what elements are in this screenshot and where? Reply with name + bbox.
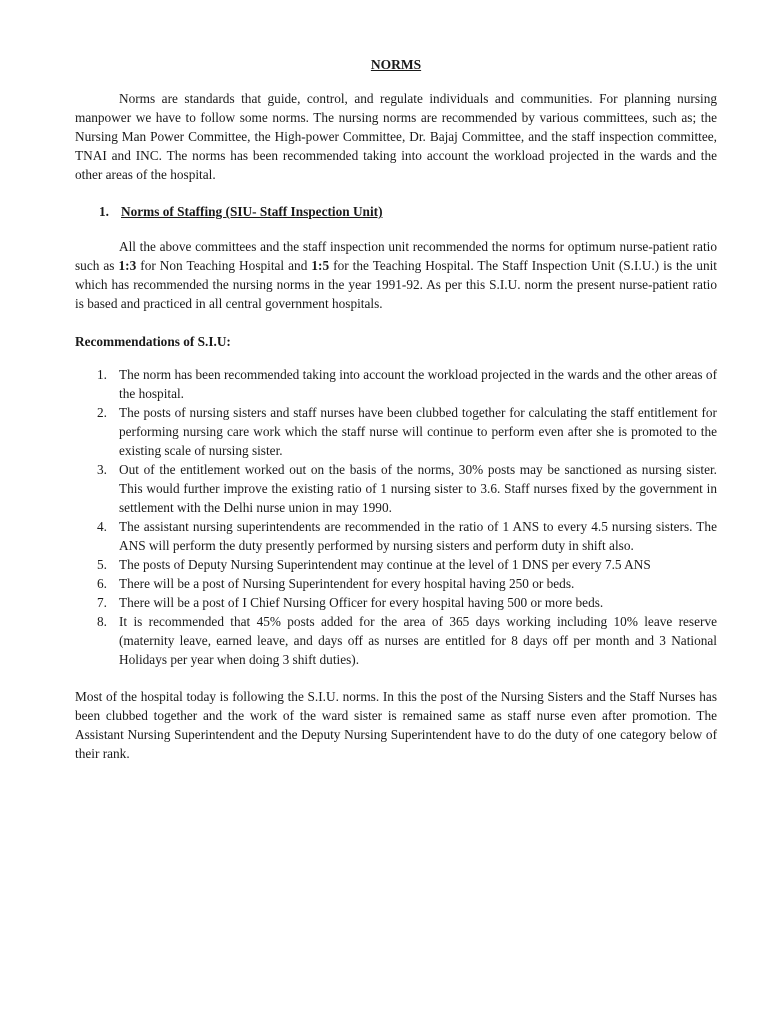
item-number: 7. — [97, 595, 107, 610]
item-text: It is recommended that 45% posts added for the area of 365 days working including 10% leave reserve (maternity leave, earned leave, and days off as nurses are entitled for 8 days off per month and 3 National Holidays per year when doing 3 shift duties). — [119, 614, 717, 667]
list-item — [75, 555, 717, 574]
item-number: 4. — [97, 519, 107, 534]
item-text: The posts of nursing sisters and staff nurses have been clubbed together for calculating the staff entitlement for performing nursing care work which the staff nurse will continue to perform even after she is promoted to the existing scale of nursing sister. — [119, 405, 717, 458]
staffing-text-part3: for the Teaching Hospital. The Staff Inspection Unit (S.I.U.) is the unit which has recommended the nursing norms in the year 1991-92. As per this S.I.U. norm the present nurse-patient ratio is based and practiced in all central government hospitals. — [75, 258, 717, 311]
item-text: There will be a post of Nursing Superintendent for every hospital having 250 or beds. — [119, 576, 575, 591]
item-text: Out of the entitlement worked out on the basis of the norms, 30% posts may be sanctioned as nursing sister. This would further improve the existing ratio of 1 nursing sister to 3.6. Staff nurses fixed by the government in settlement with the Delhi nurse union in may 1990. — [119, 462, 717, 515]
list-item — [75, 460, 717, 517]
item-number: 5. — [97, 557, 107, 572]
staffing-text-part2: for Non Teaching Hospital and — [136, 258, 312, 273]
closing-paragraph: Most of the hospital today is following the S.I.U. norms. In this the post of the Nursing Sisters and the Staff Nurses has been clubbed together and the work of the ward sister is remained same as staff nurse even after promotion. The Assistant Nursing Superintendent and the Deputy Nursing Superintendent have to do the duty of one category below of their rank. — [75, 689, 717, 761]
item-number: 2. — [97, 405, 107, 420]
page-title: NORMS — [370, 57, 422, 72]
section-heading-staffing — [99, 202, 717, 221]
item-text: The norm has been recommended taking into account the workload projected in the wards and the other areas of the hospital. — [119, 367, 717, 401]
ratio-non-teaching: 1:3 — [118, 258, 137, 273]
section-title: Norms of Staffing (SIU- Staff Inspection Unit) — [121, 204, 383, 219]
section-number: 1. — [99, 204, 109, 219]
document-page — [75, 55, 717, 763]
list-item — [75, 593, 717, 612]
recommendations-list — [75, 365, 717, 669]
item-text: The posts of Deputy Nursing Superintendent may continue at the level of 1 DNS per every 7.5 ANS — [119, 557, 651, 572]
item-number: 8. — [97, 614, 107, 629]
list-item — [75, 517, 717, 555]
item-number: 6. — [97, 576, 107, 591]
item-text: There will be a post of I Chief Nursing Officer for every hospital having 500 or more beds. — [119, 595, 604, 610]
item-text: The assistant nursing superintendents are recommended in the ratio of 1 ANS to every 4.5 nursing sisters. The ANS will perform the duty presently performed by nursing sisters and perform duty in shift also. — [119, 519, 717, 553]
staffing-paragraph — [75, 237, 717, 313]
list-item — [75, 574, 717, 593]
recommendations-heading: Recommendations of S.I.U: — [75, 334, 231, 349]
list-item — [75, 612, 717, 669]
list-item — [75, 365, 717, 403]
item-number: 1. — [97, 367, 107, 382]
staffing-text-part1: All the above committees and the staff inspection unit recommended the norms for optimum nurse-patient ratio such as — [75, 239, 717, 273]
ratio-teaching: 1:5 — [311, 258, 330, 273]
list-item — [75, 403, 717, 460]
item-number: 3. — [97, 462, 107, 477]
intro-paragraph: Norms are standards that guide, control, and regulate individuals and communities. For planning nursing manpower we have to follow some norms. The nursing norms are recommended by various committees, such as; the Nursing Man Power Committee, the High-power Committee, Dr. Bajaj Committee, and the staff inspection committee, TNAI and INC. The norms has been recommended taking into account the workload projected in the wards and the other areas of the hospital. — [75, 91, 717, 182]
